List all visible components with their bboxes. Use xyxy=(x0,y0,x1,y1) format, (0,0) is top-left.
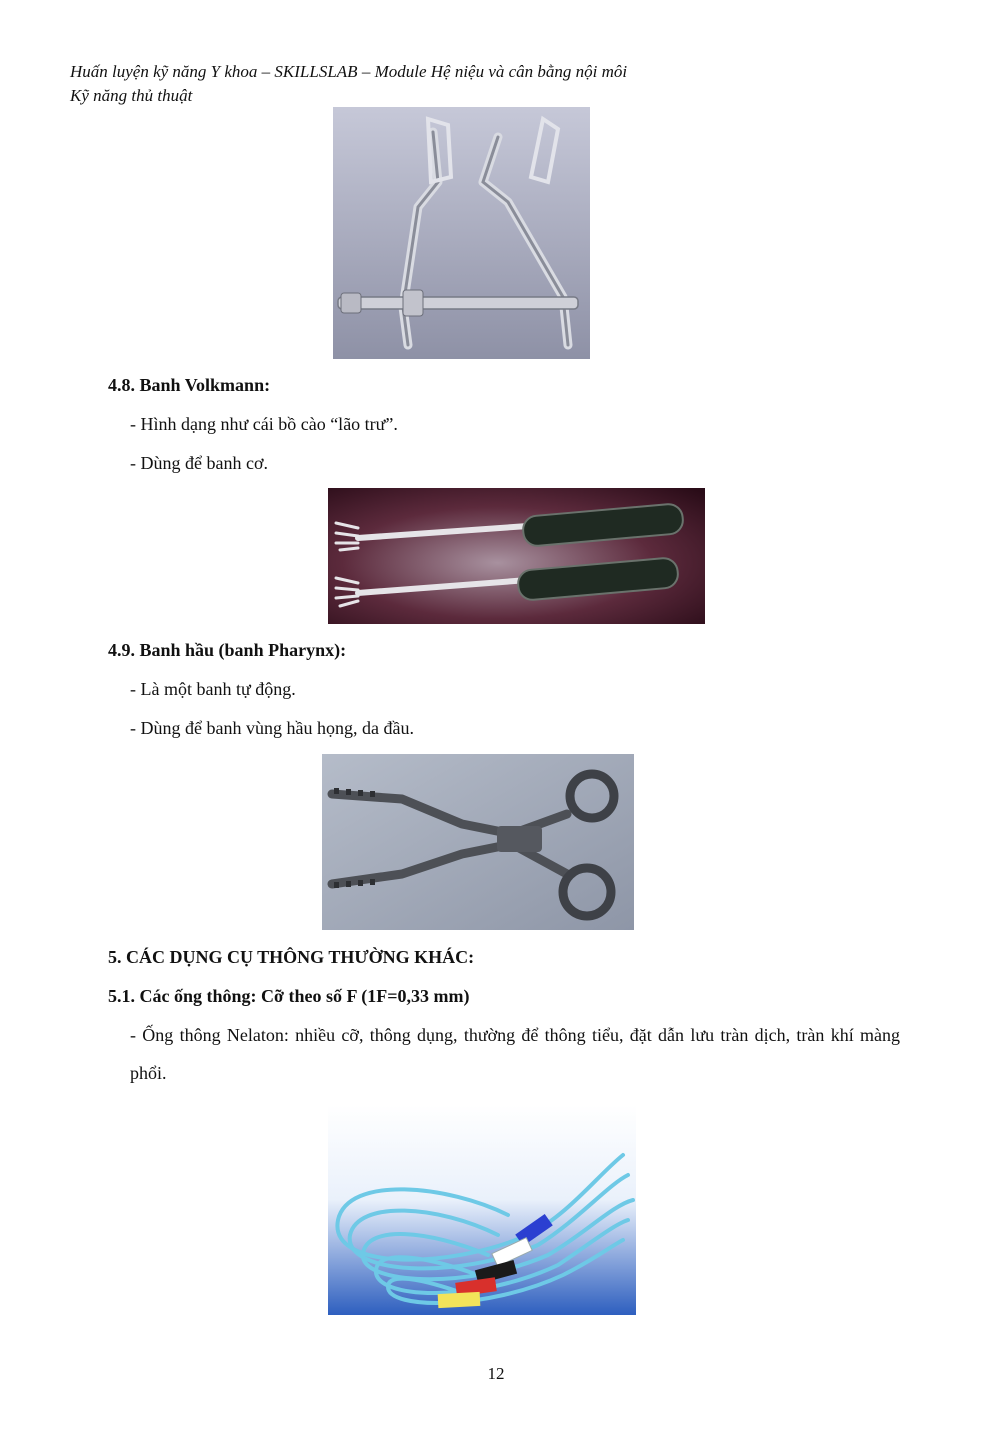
header-title: Huấn luyện kỹ năng Y khoa – SKILLSLAB – Module Hệ niệu và cân bằng nội môi xyxy=(70,62,628,81)
section-5-title: 5. CÁC DỤNG CỤ THÔNG THƯỜNG KHÁC: xyxy=(108,947,475,967)
section-4-8-line-1: - Hình dạng như cái bồ cào “lão trư”. xyxy=(130,414,398,434)
section-4-9-line-2: - Dùng để banh vùng hầu họng, da đầu. xyxy=(130,718,414,738)
retractor-photo xyxy=(333,107,590,359)
nelaton-catheter-photo xyxy=(328,1105,636,1315)
section-4-9-title: 4.9. Banh hầu (banh Pharynx): xyxy=(108,640,347,660)
section-4-8-line-2: - Dùng để banh cơ. xyxy=(130,453,268,473)
pharynx-retractor-photo xyxy=(322,754,634,930)
section-5-1-paragraph: - Ống thông Nelaton: nhiều cỡ, thông dụng, thường để thông tiểu, đặt dẫn lưu tràn dịch, tràn khí màng phổi. xyxy=(130,1025,900,1083)
section-4-9-line-1: - Là một banh tự động. xyxy=(130,679,296,699)
section-4-8-title: 4.8. Banh Volkmann: xyxy=(108,375,271,395)
section-5-1-title: 5.1. Các ống thông: Cỡ theo số F (1F=0,33 mm) xyxy=(108,986,470,1006)
volkmann-retractor-photo xyxy=(328,488,705,624)
page-number: 12 xyxy=(487,1364,505,1383)
page-header xyxy=(70,60,627,108)
header-subtitle: Kỹ năng thủ thuật xyxy=(70,86,193,105)
